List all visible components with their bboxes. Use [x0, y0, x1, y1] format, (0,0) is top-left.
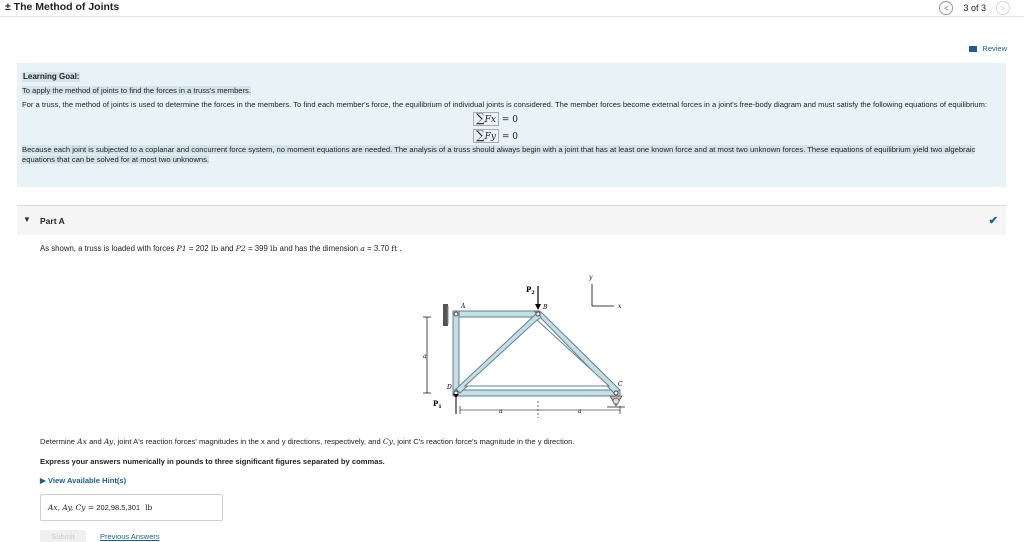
submit-button[interactable]: Submit: [40, 530, 86, 542]
part-a-header[interactable]: [17, 206, 1006, 235]
equilibrium-equation-y: ∑Fy = 0: [22, 129, 1001, 144]
answer-instructions: Express your answers numerically in pounds to three significant figures separated by commas.: [40, 457, 385, 466]
next-item-button[interactable]: [996, 1, 1010, 15]
joint-label-a: A: [461, 303, 466, 310]
learning-goal-line-3: Because each joint is subjected to a coplanar and concurrent force system, no moment equations are needed. The analysis of a truss should always begin with a joint that has at least one known force and at most two unknown forces. These equations of equilibrium yield two algebraic equations that can be solved for at most two unknowns.: [22, 145, 976, 164]
equilibrium-equation-x: ∑Fx = 0: [22, 112, 1001, 127]
axis-x-label: x: [618, 303, 622, 310]
page-counter: 3 of 3: [963, 3, 986, 13]
answer-value: 202,98.5,301: [96, 503, 141, 512]
review-icon: [969, 46, 977, 52]
view-hints-link[interactable]: ▶ View Available Hint(s): [40, 476, 127, 485]
chevron-left-icon: <: [944, 3, 949, 13]
part-a-prompt: As shown, a truss is loaded with forces P1 = 202 lb and P2 = 399 lb and has the dimension a = 3.70 ft .: [40, 244, 402, 253]
joint-label-c: C: [618, 381, 623, 388]
joint-label-d: D: [447, 384, 452, 391]
answer-field[interactable]: [40, 494, 223, 521]
previous-answers-link[interactable]: Previous Answers: [100, 532, 160, 541]
page-navigation: [939, 1, 1010, 15]
load-p2-label: $P_2$: [526, 285, 535, 296]
dimension-a-left: a: [423, 353, 427, 360]
answer-label: Ax, Ay, Cy =: [48, 503, 95, 512]
previous-item-button[interactable]: [939, 1, 953, 15]
dimension-a-bottom-1: a: [499, 408, 503, 415]
review-link[interactable]: [969, 44, 1007, 53]
learning-goal-line-2: For a truss, the method of joints is used to determine the forces in the members. To find each member's force, the equilibrium of individual joints is considered. The member forces become external forces in a joint's free-body diagram and must satisfy the following equations of equilibrium:: [22, 100, 987, 109]
truss-diagram: [415, 268, 635, 428]
answer-unit: lb: [145, 503, 153, 512]
question-text: Determine Ax and Ay, joint A's reaction forces' magnitudes in the x and y directions, respectively, and Cy, joint C's reaction force's magnitude in the y direction.: [40, 437, 575, 446]
learning-goal-panel: [17, 63, 1006, 187]
checkmark-icon: ✔: [988, 215, 998, 227]
axis-y-label: y: [589, 274, 593, 281]
top-bar: [0, 0, 1024, 17]
wall-support: [443, 304, 448, 326]
page-title: ± The Method of Joints: [5, 1, 120, 13]
part-a-title: Part A: [40, 216, 65, 226]
review-label: Review: [982, 44, 1007, 53]
load-p1-label: $P_1$: [433, 399, 442, 410]
learning-goal-line-1: To apply the method of joints to find the forces in a truss's members.: [22, 86, 251, 95]
collapse-caret-icon[interactable]: ▼: [23, 215, 31, 224]
chevron-right-icon: >: [1000, 3, 1006, 13]
joint-label-b: B: [543, 304, 548, 311]
dimension-a-bottom-2: a: [578, 408, 582, 415]
learning-goal-title: Learning Goal:: [23, 72, 80, 81]
